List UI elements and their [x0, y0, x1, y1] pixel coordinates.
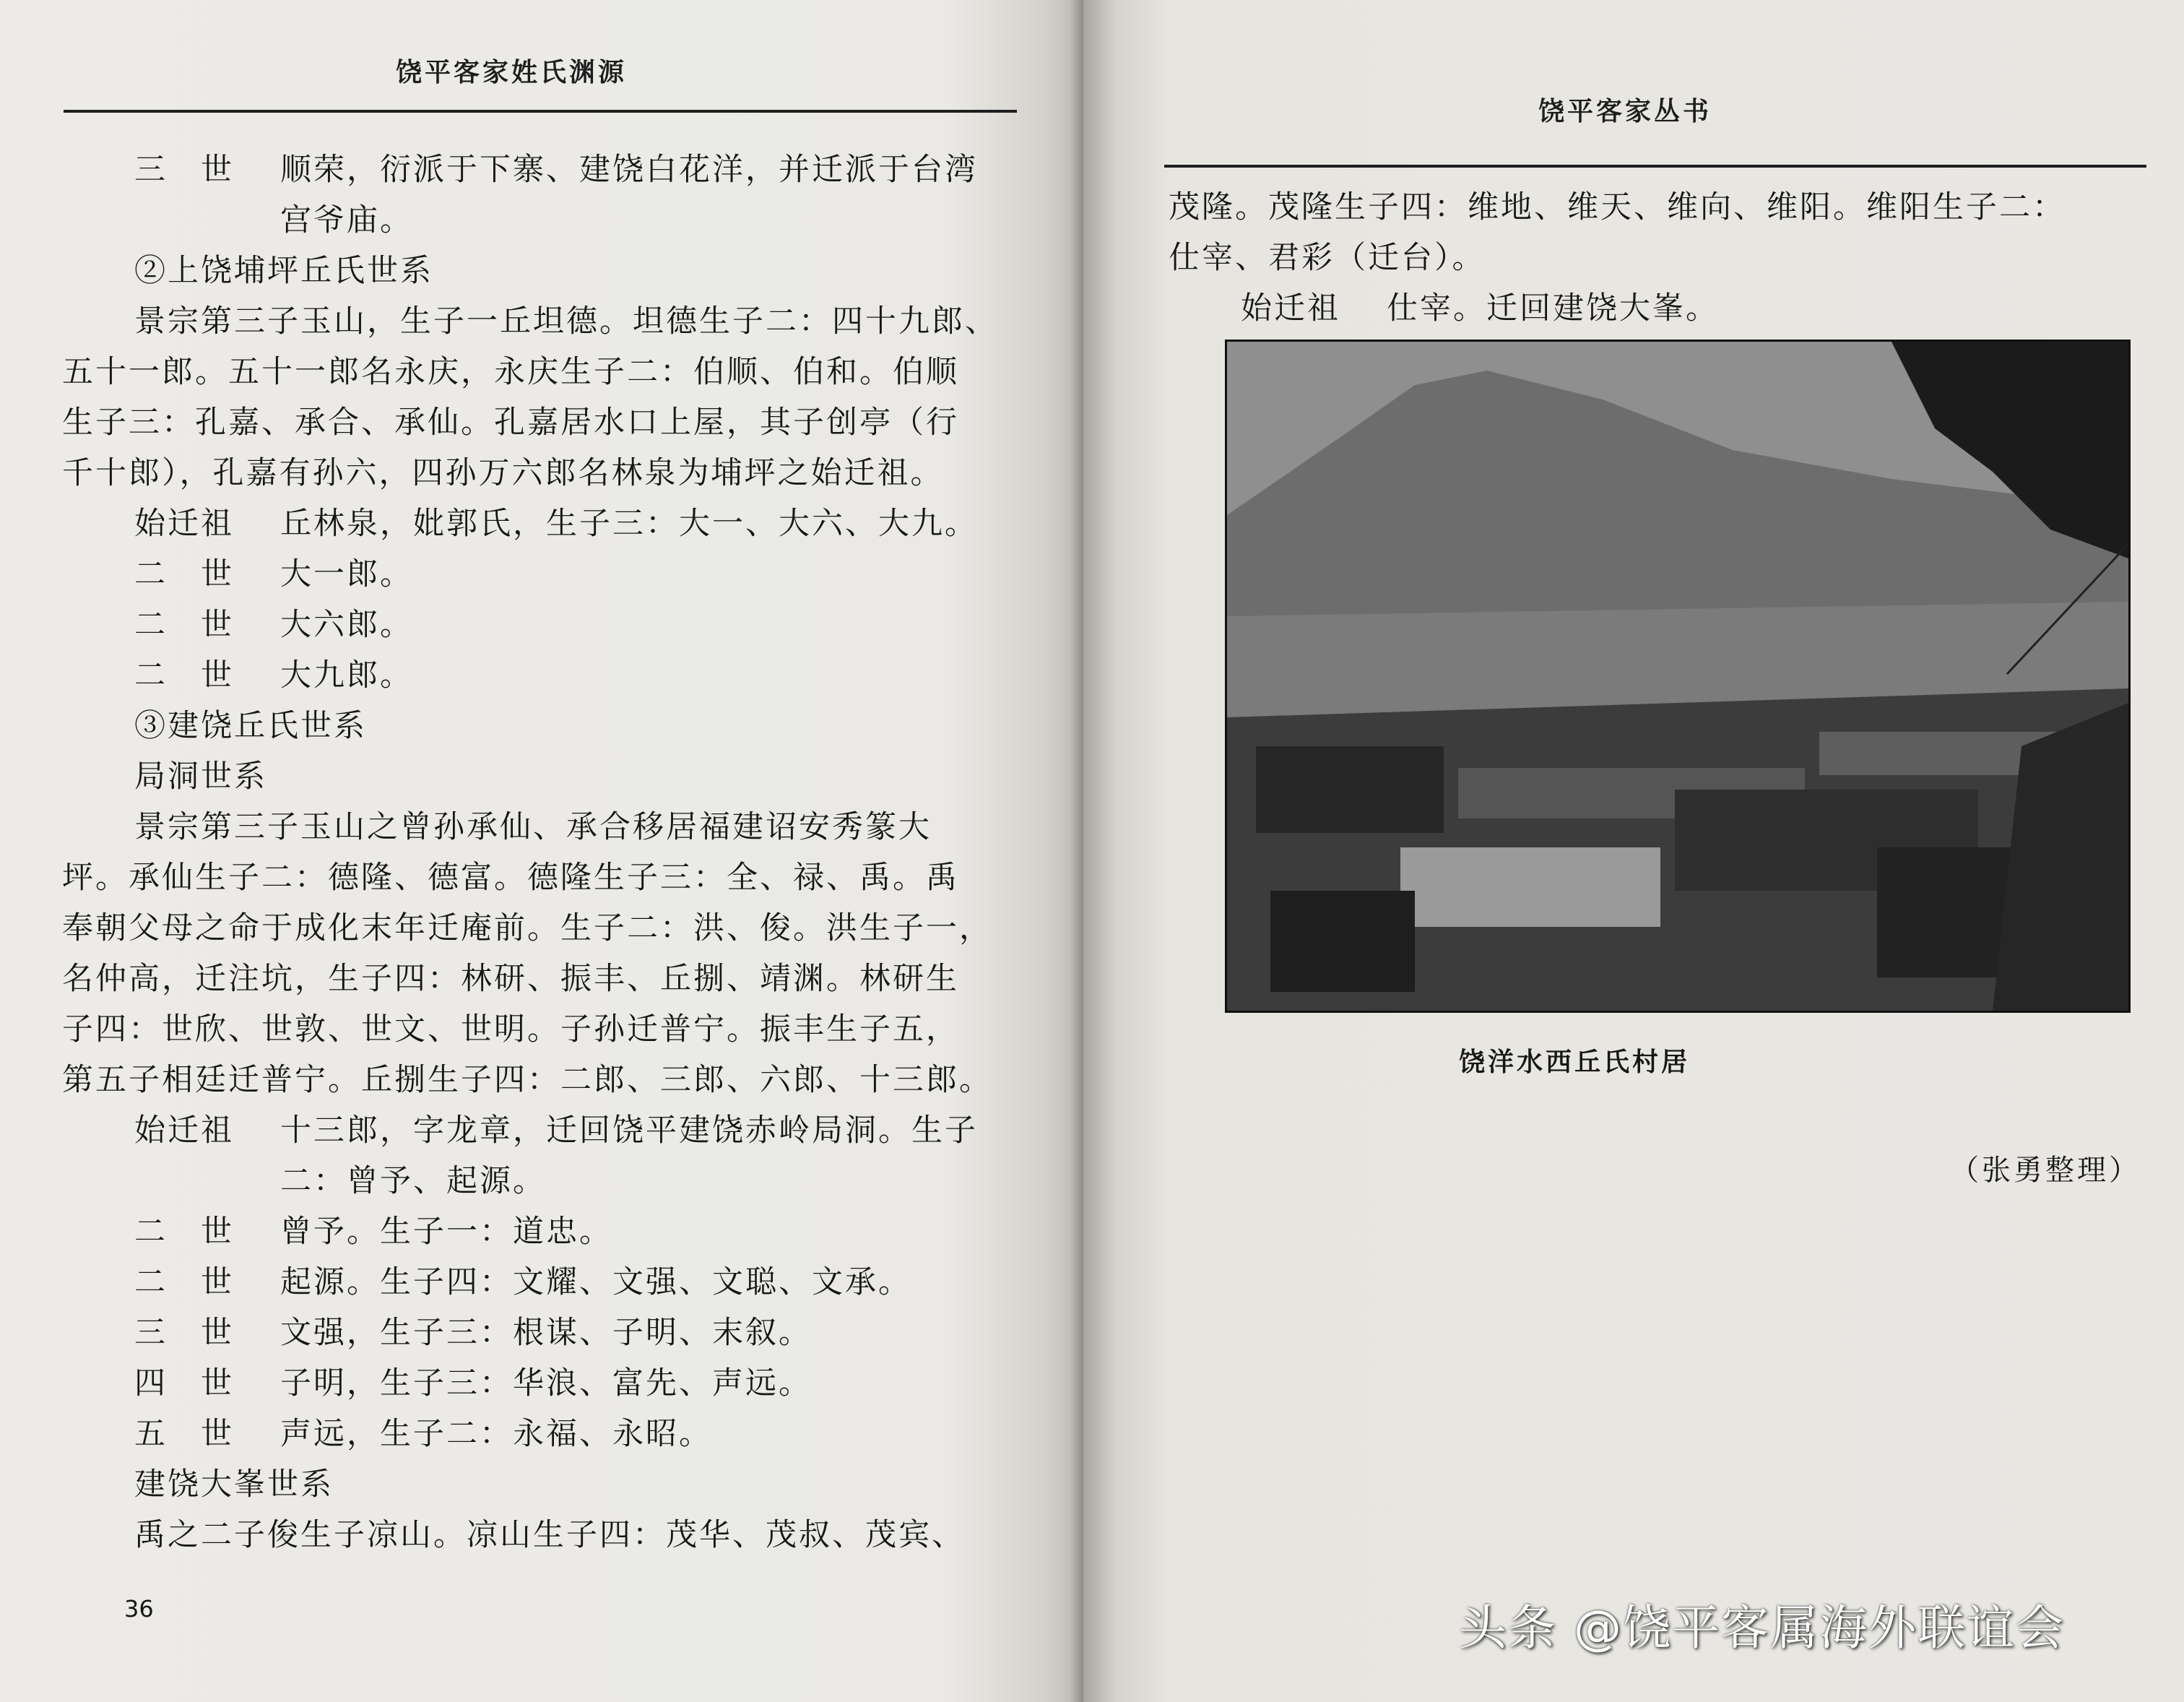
text-line: [1169, 182, 2151, 233]
generation-label: 三 世: [134, 152, 234, 188]
line-text: 奉朝父母之命于成化末年迁庵前。生子二：洪、俊。洪生子一，: [62, 910, 992, 946]
text-line: [62, 954, 1044, 1004]
generation-label: 始迁祖: [134, 1113, 234, 1149]
village-photo-image: [1227, 342, 2128, 1011]
text-line: [62, 1206, 1044, 1257]
line-text: 子四：世欣、世敦、世文、世明。子孙迁普宁。振丰生子五，: [62, 1011, 959, 1047]
village-photo: [1225, 340, 2131, 1013]
generation-label: 二 世: [134, 1264, 234, 1300]
text-line: [62, 296, 1044, 347]
header-rule-left: [64, 110, 1017, 113]
text-line: [62, 600, 1044, 650]
generation-label: 始迁祖: [134, 506, 234, 542]
line-text: 千十郎），孔嘉有孙六，四孙万六郎名林泉为埔坪之始迁祖。: [62, 455, 944, 491]
line-text: 起源。生子四：文耀、文强、文聪、文承。: [280, 1264, 911, 1300]
generation-label: 始迁祖: [1241, 290, 1340, 327]
line-text: 名仲高，迁注坑，生子四：林研、振丰、丘捌、靖渊。林研生: [62, 961, 959, 997]
line-text: 二：曾予、起源。: [280, 1163, 546, 1199]
generation-label: 二 世: [134, 1214, 234, 1250]
header-rule-right: [1164, 165, 2146, 168]
line-text: 景宗第三子玉山之曾孙承仙、承合移居福建诏安秀篆大: [134, 809, 932, 845]
line-text: 丘林泉，妣郭氏，生子三：大一、大六、大九。: [280, 506, 978, 542]
line-text: ③建饶丘氏世系: [134, 708, 367, 744]
line-text: 坪。承仙生子二：德隆、德富。德隆生子三：全、禄、禹。禹: [62, 860, 959, 896]
text-line: [62, 1257, 1044, 1308]
line-text: 五十一郎。五十一郎名永庆，永庆生子二：伯顺、伯和。伯顺: [62, 354, 959, 390]
text-line: [62, 1004, 1044, 1055]
running-head-right: 饶平客家丛书: [1538, 97, 1712, 126]
text-line: [1169, 283, 2151, 334]
page-number: 36: [124, 1595, 154, 1623]
line-text: 建饶大峯世系: [134, 1466, 334, 1503]
line-text: 仕宰、君彩（迁台）。: [1169, 240, 1486, 276]
generation-label: 四 世: [134, 1365, 234, 1401]
left-body-text: [62, 144, 1044, 1560]
generation-label: 五 世: [134, 1416, 234, 1452]
text-line: [1169, 233, 2151, 283]
text-line: [62, 1409, 1044, 1459]
generation-label: 二 世: [134, 607, 234, 643]
text-line: [62, 1358, 1044, 1409]
line-text: 十三郎，字龙章，迁回饶平建饶赤岭局洞。生子: [280, 1113, 978, 1149]
running-head-left: 饶平客家姓氏渊源: [396, 58, 628, 87]
text-line: [62, 195, 1044, 246]
line-text: 茂隆。茂隆生子四：维地、维天、维向、维阳。维阳生子二：: [1169, 189, 2066, 225]
text-line: [62, 1459, 1044, 1510]
line-text: 第五子相廷迁普宁。丘捌生子四：二郎、三郎、六郎、十三郎。: [62, 1062, 992, 1098]
generation-label: 二 世: [134, 556, 234, 592]
line-text: 顺荣，衍派于下寨、建饶白花洋，并迁派于台湾: [280, 152, 978, 188]
right-page: [1083, 0, 2184, 1702]
text-line: [62, 1055, 1044, 1105]
line-text: 禹之二子俊生子凉山。凉山生子四：茂华、茂叔、茂宾、: [134, 1517, 965, 1553]
line-text: 大六郎。: [280, 607, 413, 643]
text-line: [62, 347, 1044, 397]
text-line: [62, 1105, 1044, 1156]
watermark: 头条 @饶平客属海外联谊会: [1459, 1600, 2065, 1656]
text-line: [62, 397, 1044, 448]
text-line: [62, 448, 1044, 498]
text-line: [62, 549, 1044, 600]
generation-label: 二 世: [134, 657, 234, 694]
line-text: 大九郎。: [280, 657, 413, 694]
right-body-text: [1169, 182, 2151, 334]
text-line: [62, 1510, 1044, 1560]
text-line: [62, 903, 1044, 954]
photo-caption: 饶洋水西丘氏村居: [1459, 1047, 1691, 1077]
line-text: 仕宰。迁回建饶大峯。: [1387, 290, 1719, 327]
line-text: 生子三：孔嘉、承合、承仙。孔嘉居水口上屋，其子创亭（行: [62, 405, 959, 441]
line-text: 声远，生子二：永福、永昭。: [280, 1416, 712, 1452]
generation-label: 三 世: [134, 1315, 234, 1351]
text-line: [62, 701, 1044, 751]
left-page: [0, 0, 1078, 1702]
line-text: 子明，生子三：华浪、富先、声远。: [280, 1365, 812, 1401]
text-line: [62, 498, 1044, 549]
line-text: ②上饶埔坪丘氏世系: [134, 253, 433, 289]
text-line: [62, 144, 1044, 195]
line-text: 曾予。生子一：道忠。: [280, 1214, 612, 1250]
text-line: [62, 1156, 1044, 1206]
line-text: 大一郎。: [280, 556, 413, 592]
line-text: 宫爷庙。: [280, 202, 413, 238]
text-line: [62, 246, 1044, 296]
line-text: 景宗第三子玉山，生子一丘坦德。坦德生子二：四十九郎、: [134, 303, 998, 340]
text-line: [62, 650, 1044, 701]
line-text: 局洞世系: [134, 759, 267, 795]
text-line: [62, 802, 1044, 852]
text-line: [62, 852, 1044, 903]
text-line: [62, 1308, 1044, 1358]
line-text: 文强，生子三：根谋、子明、末叙。: [280, 1315, 812, 1351]
credit-line: （张勇整理）: [1950, 1154, 2141, 1187]
text-line: [62, 751, 1044, 802]
